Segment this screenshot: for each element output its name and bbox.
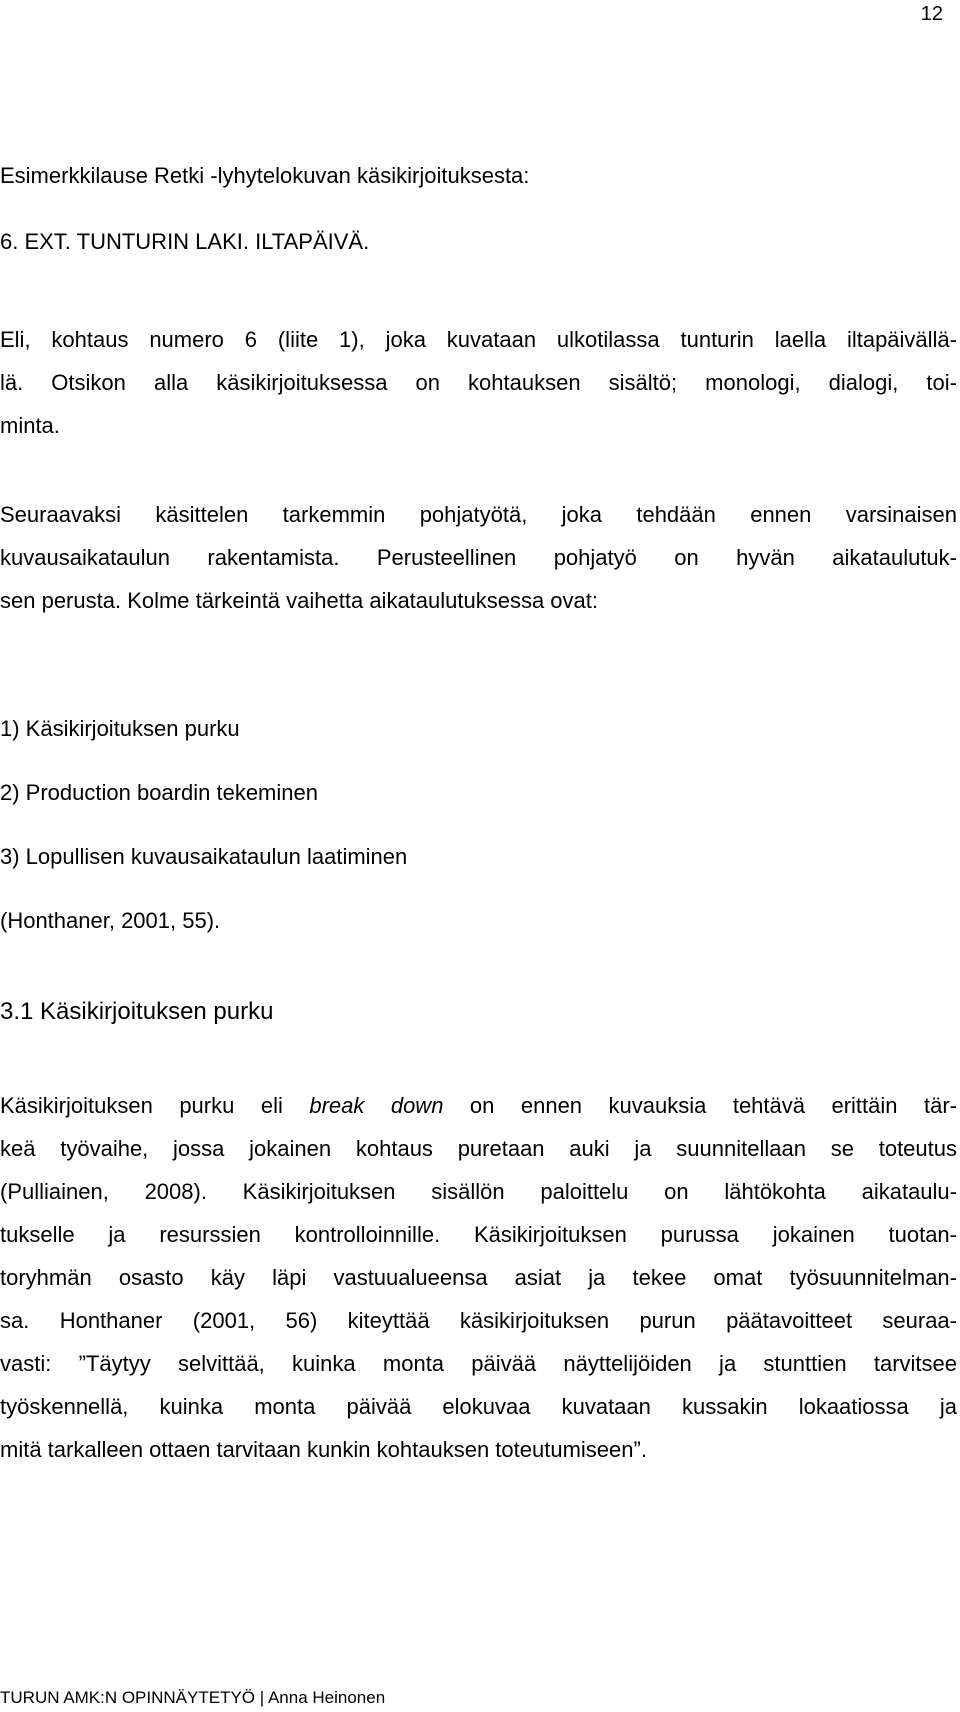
line-text: Käsikirjoituksen purku eli [0,1093,310,1118]
paragraph-line: toryhmän osasto käy läpi vastuualueensa asiat ja tekee omat työsuunnitelman- [0,1265,957,1290]
emphasis-term: break down [309,1093,444,1118]
list-item: 1) Käsikirjoituksen purku [0,716,240,741]
paragraph-line: vasti: ”Täytyy selvittää, kuinka monta päivää näyttelijöiden ja stunttien tarvitsee [0,1351,957,1376]
list-item: 3) Lopullisen kuvausaikataulun laatiminen [0,844,408,869]
paragraph-line: tukselle ja resurssien kontrolloinnille. Käsikirjoituksen purussa jokainen tuotan- [0,1222,957,1247]
paragraph-line: keä työvaihe, jossa jokainen kohtaus puretaan auki ja suunnitellaan se toteutus [0,1136,957,1161]
paragraph-line: työskennellä, kuinka monta päivää elokuvaa kuvataan kussakin lokaatiossa ja [0,1394,957,1419]
list-item: 2) Production boardin tekeminen [0,780,318,805]
paragraph-line: kuvausaikataulun rakentamista. Perusteellinen pohjatyö on hyvän aikataulutuk- [0,545,957,570]
citation: (Honthaner, 2001, 55). [0,908,221,933]
paragraph-line: minta. [0,413,60,438]
page-number: 12 [920,3,943,25]
paragraph-line: sa. Honthaner (2001, 56) kiteyttää käsikirjoituksen purun päätavoitteet seuraa- [0,1308,957,1333]
paragraph-line: Eli, kohtaus numero 6 (liite 1), joka kuvataan ulkotilassa tunturin laella iltapäivällä- [0,327,957,352]
paragraph-line: sen perusta. Kolme tärkeintä vaihetta aikataulutuksessa ovat: [0,588,599,613]
paragraph-line: lä. Otsikon alla käsikirjoituksessa on kohtauksen sisältö; monologi, dialogi, toi- [0,370,957,395]
line-text: on ennen kuvauksia tehtävä erittäin tär- [443,1093,957,1118]
paragraph-line: mitä tarkalleen ottaen tarvitaan kunkin kohtauksen toteutumiseen”. [0,1437,647,1462]
paragraph-line: (Pulliainen, 2008). Käsikirjoituksen sisällön paloittelu on lähtökohta aikataulu- [0,1179,957,1204]
scene-heading: 6. EXT. TUNTURIN LAKI. ILTAPÄIVÄ. [0,229,370,254]
example-intro: Esimerkkilause Retki -lyhytelokuvan käsikirjoituksesta: [0,163,530,188]
paragraph-line: Seuraavaksi käsittelen tarkemmin pohjatyötä, joka tehdään ennen varsinaisen [0,502,957,527]
paragraph-line [0,1092,957,1120]
section-heading: 3.1 Käsikirjoituksen purku [0,998,274,1025]
footer: TURUN AMK:N OPINNÄYTETYÖ | Anna Heinonen [0,1688,386,1707]
